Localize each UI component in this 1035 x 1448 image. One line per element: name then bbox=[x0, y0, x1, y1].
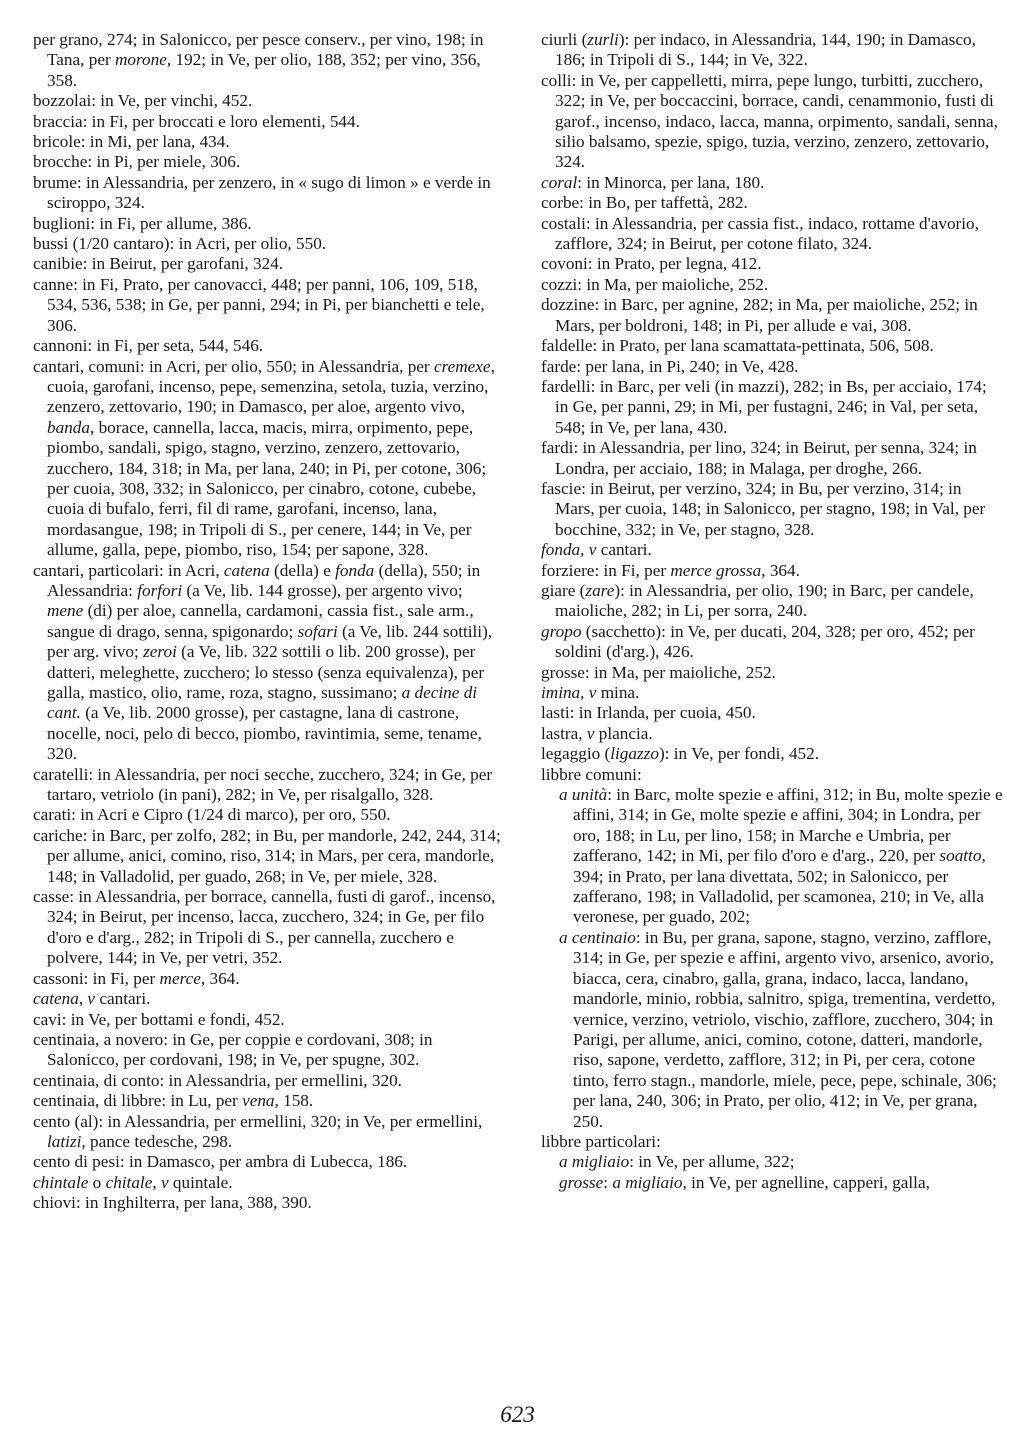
entry-text: : in Ve, per ducati, 204, 328; per oro, 452; per soldini (d'arg.), 426. bbox=[555, 621, 975, 662]
entry-text: : in Ma, per maioliche, 252. bbox=[584, 662, 776, 682]
entry-text: : in Beirut, per verzino, 324; in Bu, per verzino, 314; in Mars, per cuoia, 148; in Salonicco, per stagno, 198; in Val, per bocchine, 332; in Ve, per stagno, 328. bbox=[555, 478, 986, 539]
entry-text: : in Acri, catena (della) e fonda (della), 550; in Alessandria: forfori (a Ve, lib. 144 grosse), per argento vivo; mene (di) per aloe, cannella, cardamoni, cassia fist., sale arm., sangue di drago, senna, spigonardo; sofari (a Ve, lib. 244 sottili), per arg. vivo; zeroi (a Ve, lib. 322 sottili o lib. 200 grosse), per datteri, meleghette, zucchero; lo stesso (senza equivalenza), per galla, mastico, olio, rame, roza, stagno, sussimano; a decine di cant. (a Ve, lib. 2000 grosse), per castagne, lana di castrone, nocelle, noci, pelo di becco, piombo, ravintimia, seme, tename, 320. bbox=[47, 560, 493, 764]
index-entry bbox=[33, 112, 503, 132]
entry-headword: centinaia, di conto bbox=[33, 1070, 160, 1090]
index-entry bbox=[33, 1152, 503, 1172]
entry-headword: centinaia, di libbre bbox=[33, 1091, 162, 1111]
index-entry bbox=[541, 581, 1004, 622]
entry-headword: a centinaio bbox=[559, 927, 636, 947]
entry-text: : in Damasco, per ambra di Lubecca, 186. bbox=[119, 1152, 408, 1172]
index-entry bbox=[541, 663, 1004, 683]
index-entry bbox=[541, 785, 1004, 928]
index-entry bbox=[33, 336, 503, 356]
entry-headword: cassoni bbox=[33, 968, 84, 988]
entry-headword: casse bbox=[33, 887, 70, 907]
entry-headword: libbre comuni bbox=[541, 764, 637, 784]
index-entry bbox=[33, 805, 503, 825]
entry-text: : in Irlanda, per cuoia, 450. bbox=[569, 703, 756, 723]
entry-text: v cantari. bbox=[87, 989, 151, 1009]
entry-text: : in Inghilterra, per lana, 388, 390. bbox=[75, 1193, 312, 1213]
entry-headword: ciurli (zurli) bbox=[541, 30, 625, 49]
entry-headword: fardi bbox=[541, 438, 574, 458]
entry-headword: cento (al) bbox=[33, 1111, 99, 1131]
index-entry bbox=[33, 969, 503, 989]
entry-text: : in Acri, per olio, 550; in Alessandria, per cremexe, cuoia, garofani, incenso, pepe, semenzina, setola, tuzia, verzino, zenzero, zettovario, 190; in Damasco, per aloe, argento vivo, banda, borace, cannella, lacca, macis, mirra, orpimento, pepe, piombo, sandali, spigo, stagno, verzino, zenzero, zettovario, zucchero, 184, 318; in Ma, per lana, 240; in Pi, per cotone, 306; per cuoia, 308, 332; in Salonicco, per cinabro, cotone, cubebe, cuoia di bufalo, ferri, fil di rame, garofani, incenso, lana, mordasangue, 198; in Tripoli di S., per cenere, 144; in Ve, per allume, galla, pepe, piombo, riso, 154; per sapone, 328. bbox=[47, 356, 495, 560]
index-entry bbox=[541, 193, 1004, 213]
entry-headword: bricole bbox=[33, 132, 81, 152]
entry-text: : in Fi, per seta, 544, 546. bbox=[87, 336, 264, 356]
entry-headword: buglioni bbox=[33, 213, 91, 233]
index-entry bbox=[33, 1112, 503, 1153]
entry-headword: fardelli bbox=[541, 376, 591, 396]
index-entry bbox=[541, 71, 1004, 173]
index-entry bbox=[33, 989, 503, 1009]
left-column bbox=[33, 30, 503, 1214]
entry-headword: canne bbox=[33, 274, 74, 294]
entry-headword: cariche bbox=[33, 825, 83, 845]
entry-text: : in Prato, per legna, 412. bbox=[587, 254, 762, 274]
entry-headword: carati bbox=[33, 805, 72, 825]
entry-text: : in Mi, per lana, 434. bbox=[80, 132, 230, 152]
entry-text: : in Alessandria, per ermellini, 320; in Ve, per ermellini, latizi, pance tedesche, 298. bbox=[47, 1111, 483, 1151]
index-entry bbox=[33, 826, 503, 887]
index-entry bbox=[541, 173, 1004, 193]
entry-text: : in Fi, per merce, 364. bbox=[83, 968, 240, 988]
entry-text: : in Pi, per miele, 306. bbox=[87, 152, 241, 172]
entry-text: : in Ma, per maioliche, 252. bbox=[577, 274, 769, 294]
entry-headword: fascie bbox=[541, 478, 582, 498]
entry-headword: lasti bbox=[541, 703, 570, 723]
entry-headword: bussi bbox=[33, 234, 69, 254]
index-entry bbox=[541, 1152, 1004, 1172]
index-entry bbox=[541, 703, 1004, 723]
entry-text: : in Alessandria, per cassia fist., indaco, rottame d'avorio, zafflore, 324; in Beirut, per cotone filato, 324. bbox=[555, 213, 979, 254]
entry-text: : in Alessandria, per zenzero, in « sugo di limon » e verde in sciroppo, 324. bbox=[47, 172, 491, 213]
entry-headword: grosse: a migliaio bbox=[559, 1172, 683, 1192]
index-entry bbox=[33, 887, 503, 969]
entry-headword: braccia bbox=[33, 111, 83, 131]
entry-headword: imina, bbox=[541, 683, 585, 702]
entry-text: : in Fi, per merce grossa, 364. bbox=[594, 560, 800, 580]
entry-text: v quintale. bbox=[160, 1172, 233, 1192]
entry-text: : in Ve, per cappelletti, mirra, pepe lungo, turbitti, zucchero, 322; in Ve, per boccaccini, borrace, candi, cenammonio, fusti di garof., incenso, indaco, lacca, manna, orpimento, sandali, senna, silio balsamo, spezie, spigo, tuzia, verzino, zenzero, zettovario, 324. bbox=[555, 70, 998, 172]
index-entry bbox=[33, 30, 503, 91]
index-entry bbox=[33, 561, 503, 765]
index-entry bbox=[33, 132, 503, 152]
entry-headword: centinaia, a novero bbox=[33, 1029, 164, 1049]
entry-headword: cozzi bbox=[541, 274, 578, 294]
index-entry bbox=[541, 540, 1004, 560]
index-entry bbox=[33, 152, 503, 172]
entry-headword: coral bbox=[541, 172, 578, 192]
index-entry bbox=[541, 744, 1004, 764]
entry-headword: canibie bbox=[33, 254, 83, 274]
page-number: 623 bbox=[500, 1402, 535, 1427]
index-entry bbox=[541, 30, 1004, 71]
entry-text: : in Ve, per vinchi, 452. bbox=[91, 91, 253, 111]
entry-headword: cannoni bbox=[33, 336, 88, 356]
entry-headword: a migliaio bbox=[559, 1152, 630, 1172]
entry-headword: corbe bbox=[541, 193, 580, 213]
entry-headword: bozzolai bbox=[33, 91, 92, 111]
index-entry bbox=[541, 275, 1004, 295]
entry-text: : in Alessandria, per lino, 324; in Beirut, per senna, 324; in Londra, per acciaio, 188; in Malaga, per droghe, 266. bbox=[555, 438, 977, 478]
entry-headword: cento di pesi bbox=[33, 1152, 120, 1172]
index-entry bbox=[33, 1071, 503, 1091]
entry-text: : in Alessandria, per olio, 190; in Barc, per candele, maioliche, 282; in Li, per sorra, 240. bbox=[555, 580, 974, 621]
right-column bbox=[541, 30, 1004, 1193]
index-entry bbox=[541, 377, 1004, 438]
index-entry bbox=[33, 91, 503, 111]
entry-text: : in Ve, per fondi, 452. bbox=[664, 744, 820, 764]
entry-headword: covoni bbox=[541, 254, 588, 274]
entry-text: : in Ve, per bottami e fondi, 452. bbox=[61, 1009, 285, 1029]
entry-text: : in Acri e Cipro (1/24 di marco), per oro, 550. bbox=[71, 805, 391, 825]
entry-text: : in Beirut, per garofani, 324. bbox=[82, 254, 284, 274]
entry-text: : in Alessandria, per noci secche, zucchero, 324; in Ge, per tartaro, vetriolo (in pani), 282; in Ve, per risalgallo, 328. bbox=[47, 764, 493, 805]
entry-headword: brocche bbox=[33, 152, 88, 172]
index-entry bbox=[541, 1173, 1004, 1193]
entry-text: : in Alessandria, per ermellini, 320. bbox=[159, 1070, 402, 1090]
entry-headword: giare (zare) bbox=[541, 580, 621, 600]
entry-headword: legaggio (ligazzo) bbox=[541, 744, 665, 764]
entry-headword: forziere bbox=[541, 560, 595, 580]
index-entry bbox=[33, 254, 503, 274]
entry-headword: libbre particolari bbox=[541, 1131, 657, 1151]
entry-headword: fonda, bbox=[541, 540, 585, 560]
index-entry bbox=[33, 234, 503, 254]
entry-headword: colli bbox=[541, 70, 572, 90]
entry-headword: farde bbox=[541, 356, 577, 376]
entry-headword: caratelli bbox=[33, 764, 89, 784]
entry-text: : in Barc, per agnine, 282; in Ma, per maioliche, 252; in Mars, per boldroni, 148; in Pi, per allude e vai, 308. bbox=[555, 295, 978, 335]
entry-text: : in Fi, per allume, 386. bbox=[90, 213, 252, 233]
entry-text: : bbox=[636, 764, 642, 784]
entry-headword: grosse bbox=[541, 662, 585, 682]
entry-text: : in Fi, Prato, per canovacci, 448; per panni, 106, 109, 518, 534, 536, 538; in Ge, per panni, 294; in Pi, per bianchetti e tele, 306. bbox=[47, 274, 485, 335]
index-entry bbox=[541, 724, 1004, 744]
entry-headword: chintale o chitale, bbox=[33, 1172, 157, 1192]
index-entry bbox=[33, 765, 503, 806]
index-entry bbox=[541, 357, 1004, 377]
index-entry bbox=[33, 357, 503, 561]
index-entry bbox=[541, 1132, 1004, 1152]
index-entry bbox=[541, 295, 1004, 336]
entry-headword: costali bbox=[541, 213, 586, 233]
entry-headword: faldelle bbox=[541, 336, 593, 356]
entry-text: : in Fi, per broccati e loro elementi, 544. bbox=[82, 111, 360, 131]
index-entry bbox=[33, 1091, 503, 1111]
index-entry bbox=[33, 1173, 503, 1193]
entry-headword: cavi bbox=[33, 1009, 62, 1029]
index-entry bbox=[33, 214, 503, 234]
entry-text: , in Ve, per agnelline, capperi, galla, bbox=[682, 1172, 930, 1192]
entry-text: v mina. bbox=[588, 683, 640, 702]
entry-text: : in Ge, per coppie e cordovani, 308; in Salonicco, per cordovani, 198; in Ve, per spugne, 302. bbox=[47, 1029, 433, 1070]
entry-text: : in Lu, per vena, 158. bbox=[161, 1091, 314, 1111]
index-entry bbox=[541, 683, 1004, 703]
index-entry bbox=[541, 254, 1004, 274]
index-entry bbox=[541, 765, 1004, 785]
index-entry bbox=[541, 561, 1004, 581]
index-entry bbox=[541, 336, 1004, 356]
entry-text: v cantari. bbox=[588, 540, 652, 560]
entry-text: : in Bu, per grana, sapone, stagno, verzino, zafflore, 314; in Ge, per spezie e affini, argento vivo, arsenico, avorio, biacca, cera, cinabro, galla, grana, indaco, lacca, landano, mandorle, minio, robbia, salnitro, spiga, trementina, verdetto, vernice, verzino, vetriolo, vischio, zafflore, zucchero, 304; in Parigi, per allume, anici, comino, cotone, datteri, mandorle, riso, sapone, verdetto, zafflore, 312; in Pi, per cera, cotone tinto, ferro stagn., mandorle, miele, pece, pepe, schinale, 306; per lana, 240, 306; in Prato, per olio, 412; in Ve, per grana, 250. bbox=[573, 927, 997, 1131]
entry-text: v plancia. bbox=[586, 723, 653, 743]
index-entry bbox=[33, 1030, 503, 1071]
entry-text: : in Prato, per lana scamattata-pettinata, 506, 508. bbox=[592, 336, 934, 356]
entry-text: : in Barc, per zolfo, 282; in Bu, per mandorle, 242, 244, 314; per allume, anici, comino, riso, 314; in Mars, per cera, mandorle, 148; in Valladolid, per guado, 268; in Ve, per miele, 328. bbox=[47, 825, 501, 886]
entry-headword: a unità bbox=[559, 785, 608, 805]
entry-text: : per indaco, in Alessandria, 144, 190; in Damasco, 186; in Tripoli di S., 144; in Ve, 322. bbox=[555, 30, 976, 70]
entry-text: : in Barc, molte spezie e affini, 312; in Bu, molte spezie e affini, 314; in Ge, molte spezie e affini, 304; in Londra, per oro, 188; in Lu, per lino, 158; in Marche e Umbria, per zafferano, 142; in Mi, per filo d'oro e d'arg., 220, per soatto, 394; in Prato, per lana divettata, 502; in Salonicco, per zafferano, 198; in Valladolid, per scamonea, 210; in Ve, alla veronese, per guado, 202; bbox=[573, 785, 1003, 927]
index-entry bbox=[541, 479, 1004, 540]
entry-text: : in Minorca, per lana, 180. bbox=[577, 172, 765, 192]
entry-text: : bbox=[656, 1131, 661, 1151]
entry-text: : in Barc, per veli (in mazzi), 282; in Bs, per acciaio, 174; in Ge, per panni, 29; in Mi, per fustagni, 246; in Val, per seta, 548; in Ve, per lana, 430. bbox=[555, 376, 987, 437]
entry-headword: gropo (sacchetto) bbox=[541, 621, 662, 641]
index-entry bbox=[541, 622, 1004, 663]
entry-headword: chiovi bbox=[33, 1193, 76, 1213]
entry-headword: dozzine bbox=[541, 295, 595, 315]
index-entry bbox=[33, 275, 503, 336]
entry-headword: catena, bbox=[33, 989, 84, 1009]
index-entry bbox=[541, 214, 1004, 255]
entry-text: (1/20 cantaro): in Acri, per olio, 550. bbox=[68, 234, 327, 254]
index-entry bbox=[33, 1193, 503, 1213]
entry-text: : in Bo, per taffettà, 282. bbox=[579, 193, 748, 213]
entry-headword: lastra, bbox=[541, 723, 583, 743]
entry-headword: cantari, particolari bbox=[33, 560, 159, 580]
entry-text: per grano, 274; in Salonicco, per pesce conserv., per vino, 198; in Tana, per morone, 192; in Ve, per olio, 188, 352; per vino, 356, 358. bbox=[33, 30, 484, 90]
entry-headword: cantari, comuni bbox=[33, 356, 140, 376]
index-entry bbox=[541, 928, 1004, 1132]
index-entry bbox=[541, 438, 1004, 479]
entry-text: : in Alessandria, per borrace, cannella, fusti di garof., incenso, 324; in Beirut, per incenso, lacca, zucchero, 324; in Ge, per filo d'oro e d'arg., 282; in Tripoli di S., per cannella, zucchero e polvere, 144; in Ve, per vetri, 352. bbox=[47, 887, 496, 968]
index-entry bbox=[33, 173, 503, 214]
entry-text: : per lana, in Pi, 240; in Ve, 428. bbox=[576, 356, 799, 376]
entry-headword: brume bbox=[33, 172, 77, 192]
entry-text: : in Ve, per allume, 322; bbox=[629, 1152, 795, 1172]
index-entry bbox=[33, 1010, 503, 1030]
